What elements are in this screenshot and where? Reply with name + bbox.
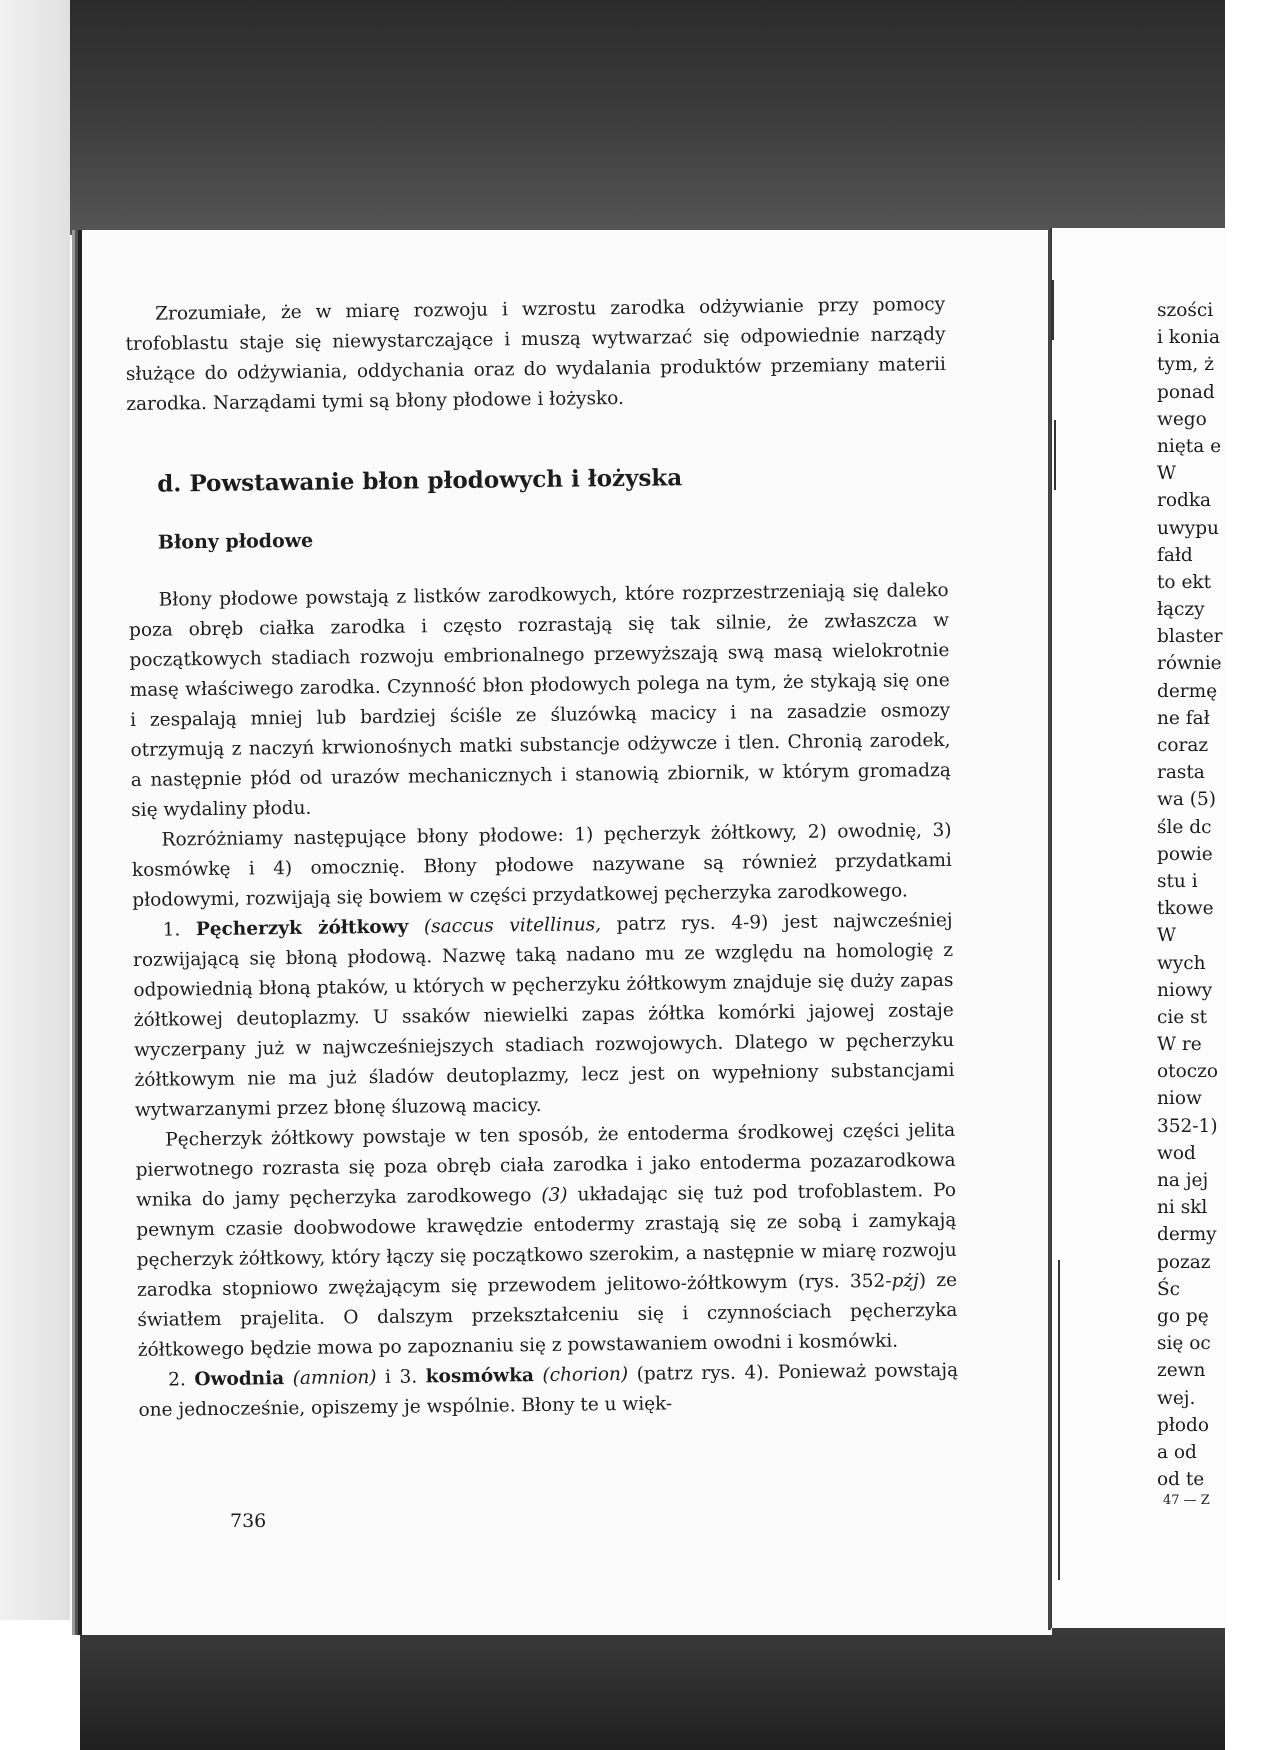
right-page-line: się oc (1157, 1333, 1211, 1355)
right-page-line: śle dc (1157, 816, 1212, 838)
scan-margin-right (1225, 0, 1275, 1750)
paragraph-text: patrz rys. 4-9) jest najwcześniej rozwijającą się błoną płodową. Nazwę taką nadano mu ze względu na homologię z odpowiednią błoną ptaków, u których w pęcherzyku żółtkowym znajduje się duży zapas żółtkowej deutoplazmy. U ssaków niewielki zapas żółtka komórki jajowej zostaje wyczerpany już w najwcześniejszych stadiach rozwojowych. Dlatego w pęcherzyku żółtkowym nie ma już śladów deutoplazmy, lecz jest on wypełniony substancjami wytwarzanymi przez błonę śluzową macicy. (132, 909, 955, 1121)
right-page-line: W (1157, 463, 1177, 485)
gutter-mark (1054, 420, 1056, 490)
item-number: 1. (162, 919, 197, 941)
right-page-line: i konia (1157, 327, 1221, 349)
right-page-footer: 47 — Z (1163, 1493, 1210, 1508)
paragraph-text: ) ze światłem prajelita. O dalszym przekształceniu się i czynnościach pęcherzyka żółtkowego będzie mowa po zapoznaniu się z powstawaniem owodni i kosmówki. (137, 1269, 958, 1361)
left-page-text (125, 290, 959, 1426)
right-page-line: fałd (1157, 544, 1193, 566)
section-title: d. Powstawanie błon płodowych i łożyska (157, 464, 683, 498)
right-page-line: powie (1157, 843, 1213, 865)
right-page-line: otoczo (1157, 1061, 1218, 1083)
right-page-line: Śc (1157, 1278, 1181, 1300)
term-amnion: Owodnia (194, 1368, 285, 1391)
right-page-line: ponad (1157, 381, 1215, 403)
right-page-line: zewn (1157, 1360, 1206, 1382)
right-page-line: rasta (1157, 762, 1205, 784)
subsection-title: Błony płodowe (157, 529, 314, 554)
right-page-line: cie st (1157, 1006, 1208, 1028)
term-yolk-sac: Pęcherzyk żółtkowy (195, 916, 409, 941)
paragraph-yolk-sac-formation (135, 1116, 958, 1366)
right-page-line: uwypu (1157, 517, 1219, 539)
right-page-text (1157, 297, 1227, 1493)
right-page-line: wej. (1157, 1387, 1196, 1409)
term-chorion: kosmówka (425, 1365, 535, 1388)
right-page-line: tkowe (1157, 898, 1214, 920)
right-page-line: go pę (1157, 1305, 1209, 1327)
right-page-line: a od (1157, 1441, 1197, 1463)
scan-shadow-bottom (0, 1620, 1225, 1750)
figure-ref: pżj (891, 1270, 919, 1292)
gutter-mark (1058, 1260, 1060, 1580)
paragraph-membranes: Błony płodowe powstają z listków zarodkowych, które rozprzestrzeniają się daleko poza obręb ciałka zarodka i często rozrastają się tak silnie, że zwłaszcza w początkowych stadiach rozwoju embrionalnego przewyższają swą masą wielokrotnie masę właściwego zarodka. Czynność błon płodowych polega na tym, że stykają się one i zespalają mniej lub bardziej ściśle ze śluzówką macicy i na zasadzie osmozy otrzymują z naczyń krwionośnych matki substancje odżywcze i tlen. Chronią zarodek, a następnie płód od urazów mechanicznych i stanowią zbiornik, w którym gromadzą się wydaliny płodu. (128, 579, 951, 821)
right-page-line: nięta e (1157, 435, 1222, 457)
right-page-line: szości (1157, 300, 1214, 321)
right-page-line: pozaz (1157, 1251, 1211, 1273)
right-page-line: wod (1157, 1142, 1196, 1164)
right-page-line: dermy (1157, 1224, 1217, 1246)
paragraph-yolk-sac (133, 906, 956, 1126)
paragraph-text: i 3. (376, 1366, 426, 1389)
right-page-line: wego (1157, 408, 1207, 430)
right-page-line: wych (1157, 952, 1206, 974)
right-page-line: na jej (1157, 1170, 1209, 1191)
right-page-line: W re (1157, 1034, 1202, 1056)
right-page-line: to ekt (1157, 571, 1212, 593)
book-gutter (1048, 230, 1051, 1630)
paragraph-text: (patrz rys. 4). Ponieważ powstają one jednocześnie, opiszemy je wspólnie. Błony te u więk- (138, 1359, 959, 1421)
right-page-line: łączy (1157, 599, 1205, 621)
page-number: 736 (230, 1510, 267, 1532)
right-page-line: niow (1157, 1088, 1202, 1110)
right-page-line: rodka (1157, 490, 1212, 512)
intro-paragraph: Zrozumiałe, że w miarę rozwoju i wzrostu zarodka odżywianie przy pomocy trofoblastu staje się niewystarczające i muszą wytwarzać się odpowiednie narządy służące do odżywiania, oddychania oraz do wydalania produktów przemiany materii zarodka. Narządami tymi są błony płodowe i łożysko. (125, 293, 946, 415)
right-page-line: ni skl (1157, 1197, 1208, 1219)
right-page-line: od te (1157, 1469, 1205, 1491)
scan-margin-left (0, 0, 70, 1750)
scan-shadow-top (0, 0, 1225, 235)
right-page-line: blaster (1157, 626, 1223, 648)
right-page-line: dermę (1157, 680, 1218, 702)
right-page-line: niowy (1157, 979, 1213, 1001)
right-page-line: stu i (1157, 870, 1198, 892)
paragraph-membrane-list: Rozróżniamy następujące błony płodowe: 1) pęcherzyk żółtkowy, 2) owodnię, 3) kosmówkę i 4) omocznię. Błony płodowe nazywane są również przydatkami płodowymi, rozwijają się bowiem w części przydatkowej pęcherzyka zarodkowego. (131, 819, 953, 911)
right-page-line: równie (1157, 653, 1222, 675)
latin-term: (saccus vitellinus, (423, 914, 602, 938)
latin-term: (chorion) (542, 1363, 629, 1386)
item-number: 2. (168, 1369, 195, 1391)
figure-ref: (3) (541, 1184, 568, 1206)
right-page-line: płodo (1157, 1414, 1209, 1436)
right-page-line: coraz (1157, 735, 1209, 756)
right-page-line: ne fał (1157, 707, 1210, 729)
paragraph-amnion-chorion (138, 1356, 959, 1426)
right-page-line: tym, ż (1157, 354, 1214, 376)
latin-term: (amnion) (292, 1367, 377, 1390)
scan-margin-bottom-left (0, 1620, 80, 1750)
right-page-line: W (1157, 925, 1177, 947)
right-page-line: wa (5) (1157, 789, 1216, 811)
paragraph-text: Pęcherzyk żółtkowy powstaje w ten sposób, że entoderma środkowej części jelita pierwotnego rozrasta się poza obręb ciała zarodka i jako entoderma pozazarodkowa wnika do jamy pęcherzyka zarodkowego (135, 1119, 956, 1211)
paragraph-text: układając się tuż pod trofoblastem. Po pewnym czasie doobwodowe krawędzie entodermy zrastają się ze sobą i zamykają pęcherzyk żółtkowy, który łączy się początkowo szerokim, a następnie w miarę rozwoju zarodka stopniowo zwężającym się przewodem jelitowo-żółtkowym (rys. 352- (136, 1179, 957, 1301)
right-page-line: 352-1) (1157, 1115, 1218, 1137)
gutter-mark (1052, 280, 1054, 340)
